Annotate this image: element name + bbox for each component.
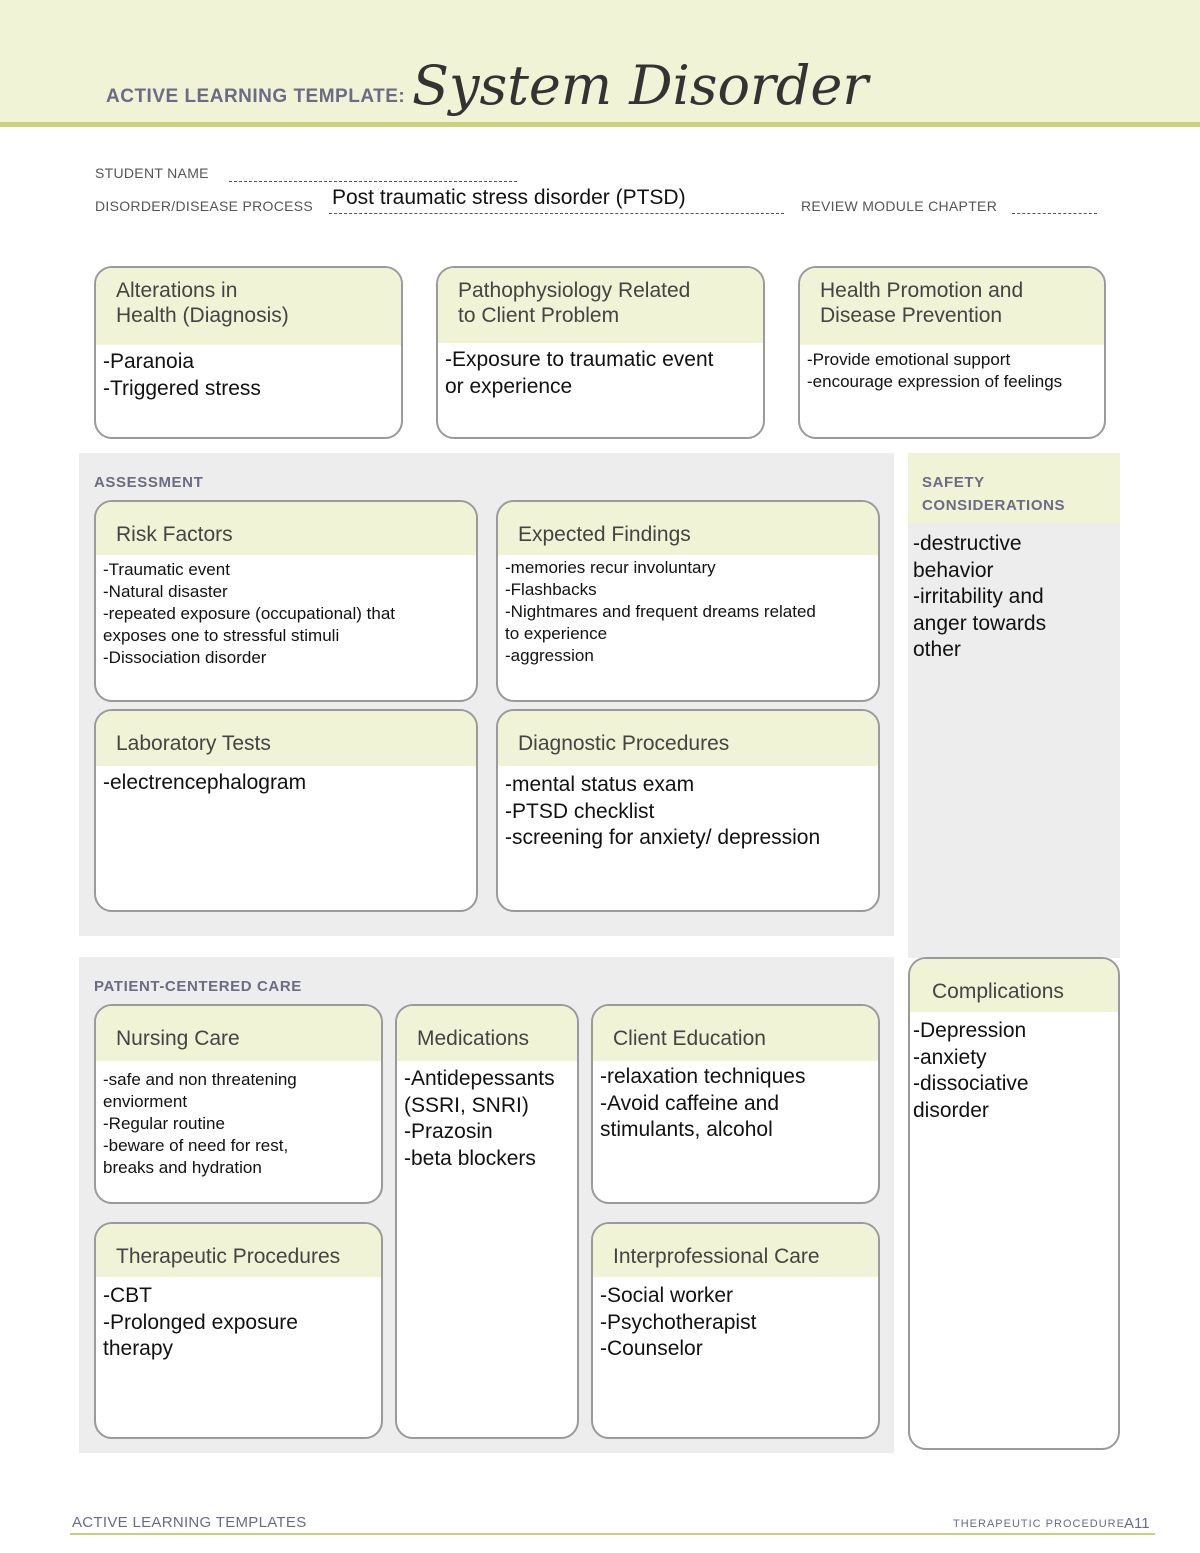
- nursing-care-box[interactable]: [94, 1004, 383, 1204]
- review-module-field[interactable]: [1012, 200, 1097, 214]
- safety-panel: [908, 453, 1120, 958]
- interprofessional-care-box[interactable]: [591, 1222, 880, 1439]
- client-education-title: Client Education: [593, 1006, 878, 1061]
- review-module-label: REVIEW MODULE CHAPTER: [801, 198, 998, 214]
- header-divider: [0, 122, 1200, 127]
- alterations-box[interactable]: [94, 266, 403, 439]
- laboratory-tests-box[interactable]: [94, 709, 478, 912]
- medications-title: Medications: [397, 1006, 577, 1061]
- therapeutic-procedures-title: Therapeutic Procedures: [96, 1224, 381, 1277]
- nursing-care-content: -safe and non threatening enviorment -Regular routine -beware of need for rest, breaks and hydration: [103, 1070, 297, 1177]
- disorder-label: DISORDER/DISEASE PROCESS: [95, 198, 314, 214]
- medications-content: -Antidepessants (SSRI, SNRI) -Prazosin -beta blockers: [404, 1067, 555, 1170]
- patient-care-section-title: PATIENT-CENTERED CARE: [94, 978, 302, 995]
- nursing-care-title: Nursing Care: [96, 1006, 381, 1061]
- disorder-value: Post traumatic stress disorder (PTSD): [332, 186, 686, 209]
- client-education-content: -relaxation techniques -Avoid caffeine and stimulants, alcohol: [600, 1065, 806, 1141]
- therapeutic-procedures-box[interactable]: [94, 1222, 383, 1439]
- assessment-section-title: ASSESSMENT: [94, 474, 204, 491]
- therapeutic-procedures-content: -CBT -Prolonged exposure therapy: [103, 1284, 298, 1360]
- student-name-field[interactable]: [229, 170, 517, 182]
- complications-content: -Depression -anxiety -dissociative disorder: [913, 1019, 1029, 1122]
- footer-left-label: ACTIVE LEARNING TEMPLATES: [72, 1514, 307, 1531]
- interprofessional-care-content: -Social worker -Psychotherapist -Counselor: [600, 1284, 757, 1360]
- complications-title: Complications: [910, 959, 1118, 1012]
- student-name-label: STUDENT NAME: [95, 165, 209, 181]
- safety-content[interactable]: -destructive behavior -irritability and anger towards other: [913, 532, 1047, 661]
- template-label: ACTIVE LEARNING TEMPLATE:: [106, 86, 406, 107]
- alterations-content: -Paranoia -Triggered stress: [103, 350, 261, 400]
- footer-right-label: THERAPEUTIC PROCEDURE: [953, 1518, 1125, 1530]
- health-promotion-title: Health Promotion and Disease Prevention: [800, 268, 1104, 345]
- page-number: A11: [1124, 1515, 1150, 1532]
- medications-box[interactable]: [395, 1004, 579, 1439]
- footer-divider: [70, 1533, 1155, 1535]
- pathophysiology-box[interactable]: [436, 266, 765, 439]
- expected-findings-title: Expected Findings: [498, 502, 878, 555]
- risk-factors-box[interactable]: [94, 500, 478, 702]
- laboratory-tests-title: Laboratory Tests: [96, 711, 476, 766]
- expected-findings-box[interactable]: [496, 500, 880, 702]
- laboratory-tests-content: -electrencephalogram: [103, 771, 307, 794]
- expected-findings-content: -memories recur involuntary -Flashbacks -Nightmares and frequent dreams related to experience -aggression: [505, 558, 816, 665]
- alterations-title: Alterations in Health (Diagnosis): [96, 268, 401, 345]
- diagnostic-procedures-content: -mental status exam -PTSD checklist -screening for anxiety/ depression: [505, 773, 821, 849]
- risk-factors-content: -Traumatic event -Natural disaster -repeated exposure (occupational) that exposes one to stressful stimuli -Dissociation disorder: [103, 560, 396, 667]
- diagnostic-procedures-title: Diagnostic Procedures: [498, 711, 878, 766]
- health-promotion-content: -Provide emotional support -encourage expression of feelings: [807, 350, 1063, 391]
- complications-box[interactable]: [908, 957, 1120, 1450]
- diagnostic-procedures-box[interactable]: [496, 709, 880, 912]
- pathophysiology-title: Pathophysiology Related to Client Problem: [438, 268, 763, 343]
- health-promotion-box[interactable]: [798, 266, 1106, 439]
- page-title: System Disorder: [412, 54, 869, 117]
- risk-factors-title: Risk Factors: [96, 502, 476, 555]
- disorder-field[interactable]: [329, 186, 784, 214]
- safety-section-title: SAFETY CONSIDERATIONS: [922, 474, 1066, 514]
- interprofessional-care-title: Interprofessional Care: [593, 1224, 878, 1277]
- pathophysiology-content: -Exposure to traumatic event or experience: [445, 348, 714, 398]
- client-education-box[interactable]: [591, 1004, 880, 1204]
